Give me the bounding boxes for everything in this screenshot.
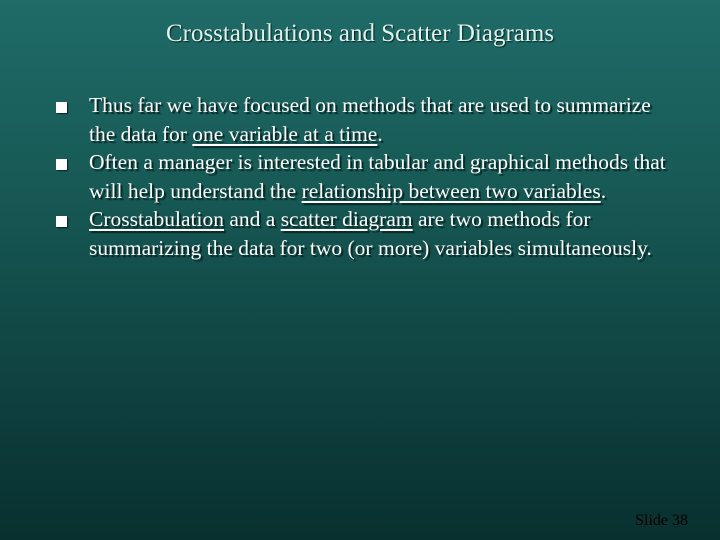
bullet-item <box>52 205 672 262</box>
bullet-text-part: are two methods for summarizing the data for two (or more) variables simultaneously. <box>89 207 652 260</box>
underlined-phrase: relationship between two variables <box>301 178 601 203</box>
underlined-phrase: scatter diagram <box>280 207 413 231</box>
underlined-phrase: one variable at a time <box>192 121 378 146</box>
square-bullet-icon <box>56 159 67 170</box>
underlined-phrase: Crosstabulation <box>89 207 224 231</box>
bullet-item <box>52 148 672 205</box>
bullet-text-part: . <box>377 121 383 146</box>
square-bullet-icon <box>56 216 67 227</box>
bullet-item <box>52 91 672 148</box>
slide-title: Crosstabulations and Scatter Diagrams <box>165 20 555 47</box>
bullet-text-part: and a <box>223 207 281 231</box>
square-bullet-icon <box>56 102 67 113</box>
bullet-text-part: Thus far we have focused on methods that are used to summarize the data for <box>89 93 651 146</box>
bullet-text-part: Often a manager is interested in tabular and graphical methods that will help understand the <box>89 150 666 203</box>
slide-number: Slide 38 <box>635 512 688 529</box>
bullet-text-part: . <box>600 178 607 203</box>
bullet-list <box>52 91 672 262</box>
